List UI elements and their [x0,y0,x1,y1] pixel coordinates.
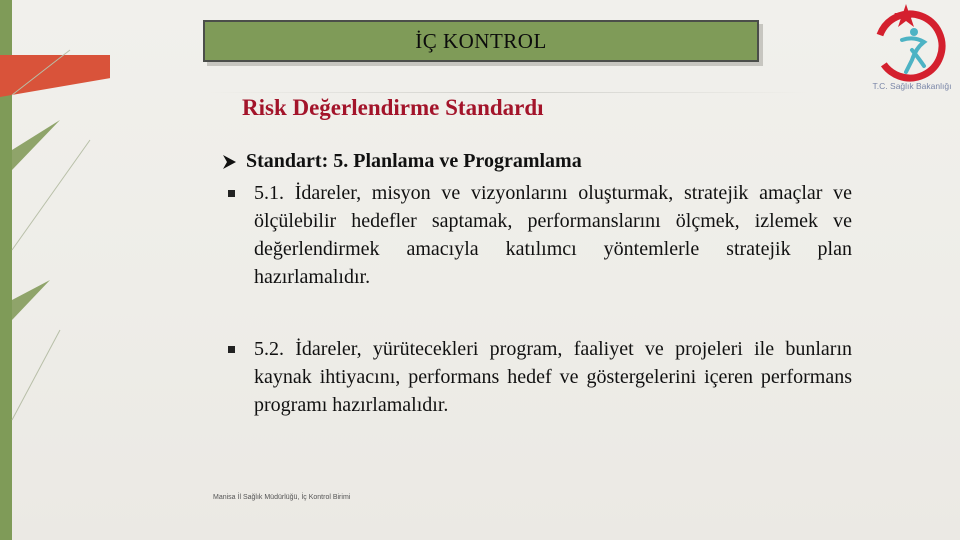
square-bullet-icon [222,335,254,419]
left-accent-shape [0,55,110,97]
header-banner [203,20,759,62]
slide-content [222,150,852,419]
sub-item-text-2: 5.2. İdareler, yürütecekleri program, faaliyet ve projeleri ile bunların kaynak ihtiyacını, performans hedef ve göstergelerini içeren performans programı hazırlamalıdır. [254,338,852,416]
sub-list-item-1 [222,179,852,291]
main-item-text: Standart: 5. Planlama ve Programlama [246,150,582,172]
main-list-item [222,150,852,173]
divider [208,92,808,93]
sub-item-text-1: 5.1. İdareler, misyon ve vizyonlarını oluşturmak, stratejik amaçlar ve ölçülebilir hedefler saptamak, performanslarını ölçmek, izlemek ve değerlendirmek amacıyla katılımcı yöntemlerle stratejik plan hazırlamalıdır. [254,182,852,288]
header-title: İÇ KONTROL [415,28,547,53]
arrow-bullet-icon [222,154,238,170]
sub-list-item-2 [222,335,852,419]
square-bullet-icon [222,179,254,291]
slide-subtitle: Risk Değerlendirme Standardı [242,95,544,120]
footer-text: Manisa İl Sağlık Müdürlüğü, İç Kontrol Birimi [213,494,351,501]
logo-caption: T.C. Sağlık Bakanlığı [872,81,952,91]
